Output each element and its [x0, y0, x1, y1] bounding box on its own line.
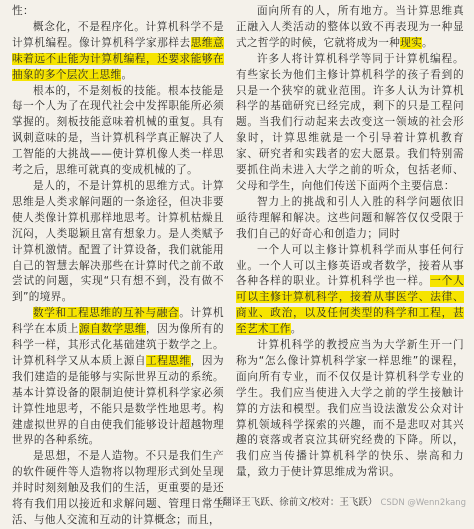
text-segment: 。: [290, 323, 302, 336]
paragraph: [236, 4, 464, 52]
paragraph: [12, 179, 224, 306]
highlighted-text: 数学和工程思维的互补与融合: [33, 307, 180, 320]
paragraph: [12, 84, 224, 179]
highlighted-text: 一个人可以主修计算机科学，接着从事医学、法律、商业、政治，以及任何类型的科学和工程，甚至艺术工作: [236, 275, 464, 336]
paragraph: [236, 195, 464, 243]
right-column: [236, 4, 464, 481]
text-segment: 是人的，不是计算机的思维方式。计算思维是人类求解问题的一条途径，但决非要使人类像计算机那样地思考。计算机枯燥且沉闷，人类聪颖且富有想象力。是人类赋予计算机激情。配置了计算设备，我们就能用自己的智慧去解决那些在计算时代之前不敢尝试的问题，实现“只有想不到，没有做不到”的境界。: [12, 179, 224, 304]
text-segment: 性：: [12, 5, 34, 17]
text-segment: ，因为像所有的科学一样，其形式化基础建筑于数学之上。计算机科学又从本质上源自: [12, 323, 224, 367]
paragraph: [236, 243, 464, 338]
text-segment: 计算机科学的教授应当为大学新生开一门称为“怎么像计算机科学家一样思维”的课程，面向所有专业，而不仅仅是计算机科学专业的学生。我们应当使进入大学之前的学生接触计算的方法和模型。我们应当设法激发公众对计算机领域科学探索的兴趣，而不是悲叹对其兴趣的衰落或者哀泣其研究经费的下降。所以，我们应当传播计算机科学的快乐、崇高和力量，致力于使计算思维成为常识。: [236, 339, 464, 479]
text-segment: 概念化，不是程序化。计算机科学不是计算机编程。像计算机科学家那样去: [12, 20, 224, 49]
text-segment: 一个人可以主修计算机科学而从事任何行业。一个人可以主修英语或者数学，接着从事各种各样的职业。计算机科学也一样。: [236, 243, 464, 288]
paragraph: [12, 20, 224, 84]
watermark: CSDN @Wenn2kang: [380, 498, 466, 508]
paragraph: [236, 338, 464, 481]
text-segment: 面向所有的人，所有地方。当计算思维真正融入人类活动的整体以致不再表现为一种显式之哲学的时候，它就将成为一种: [236, 5, 464, 49]
text-segment: 智力上的挑战和引人入胜的科学问题依旧亟待理解和解决。这些问题和解答仅仅受限于我们自己的好奇心和创造力；同时: [236, 195, 464, 240]
highlighted-text: 思维意味着远不止能为计算机编程，还要求能够在抽象的多个层次上思维: [12, 36, 224, 81]
paragraph: [12, 306, 224, 449]
text-segment: 。计算机科学在本质上: [12, 307, 224, 336]
text-segment: 是思想，不是人造物。不只是我们生产的软件硬件等人造物将以物理形式到处呈现并时时刻刻触及我们的生活，更重要的是还将有我们用以接近和求解问题、管理日常生活、与他人交流和互动的计算概念；而且，: [12, 450, 224, 526]
text-segment: 。: [422, 36, 433, 49]
paragraph: [12, 449, 224, 529]
text-segment: 。: [121, 68, 133, 81]
highlighted-text: 工程思维: [146, 354, 191, 367]
highlighted-text: 现实: [400, 36, 423, 49]
credit-text: （翻译王飞跃、徐前文/校对：王飞跃）: [212, 497, 378, 508]
paragraph: [236, 52, 464, 195]
translation-credit: [213, 494, 466, 508]
paragraph: [12, 4, 224, 20]
left-column: [12, 4, 224, 529]
text-segment: 许多人将计算机科学等同于计算机编程。有些家长为他们主修计算机科学的孩子看到的只是一个狭窄的就业范围。许多人认为计算机科学的基础研究已经完成，剩下的只是工程问题。当我们行动起来去改变这一领域的社会形象时，计算思维就是一个引导着计算机教育家、研究者和实践者的宏大愿景。我们特别需要抓住尚未进入大学之前的听众，包括老师、父母和学生，向他们传送下面两个主要信息：: [236, 52, 464, 192]
text-segment: 根本的，不是刻板的技能。根本技能是每一个人为了在现代社会中发挥职能所必须掌握的。刻板技能意味着机械的重复。具有讽刺意味的是，当计算机科学真正解决了人工智能的大挑战——使计算机像人类一样思考之后，思维可就真的变成机械的了。: [12, 84, 224, 177]
highlighted-text: 源自数学思维: [79, 323, 147, 336]
text-segment: ，因为我们建造的是能够与实际世界互动的系统。基本计算设备的限制迫使计算机科学家必须计算性地思考，不能只是数学性地思考。构建虚拟世界的自由使我们能够设计超越物理世界的各种系统。: [12, 354, 224, 447]
